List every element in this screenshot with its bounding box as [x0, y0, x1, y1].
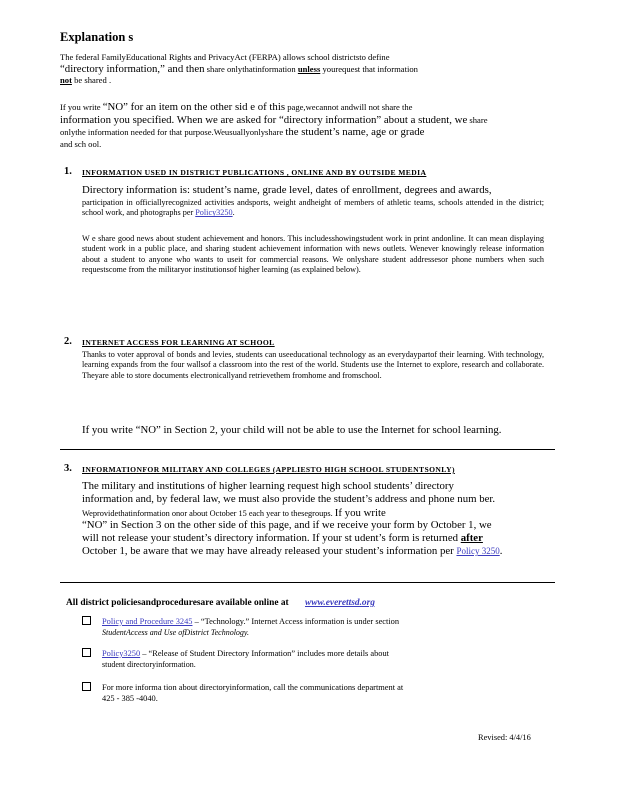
intro-directory: “directory information,” and then [60, 62, 205, 75]
section-3-line-3 [82, 507, 544, 520]
bullet-contact [82, 682, 542, 708]
bullet-contact-text [102, 682, 542, 704]
intro-shared: be shared . [74, 75, 112, 86]
bullet-technology [82, 616, 542, 642]
section-1-period: . [232, 208, 235, 218]
no-line-1 [60, 101, 552, 114]
section-3-if-write: If you write [334, 507, 386, 519]
no-paragraph [60, 101, 552, 149]
policy-3250-bullet-link[interactable]: Policy3250 [102, 649, 141, 658]
section-2-number: 2. [64, 336, 72, 347]
section-3-line-5 [82, 532, 544, 545]
revised-date: Revised: 4/4/16 [478, 733, 531, 742]
intro-request: yourequest that information [322, 63, 418, 74]
section-2-heading: INTERNET ACCESS FOR LEARNING AT SCHOOL [82, 338, 275, 347]
intro-unless: unless [297, 63, 321, 74]
section-1-body-1 [82, 198, 544, 219]
section-1-number: 1. [64, 166, 72, 177]
no-line-3 [60, 126, 552, 139]
checkbox-icon [82, 616, 91, 625]
section-3-heading: INFORMATIONFOR MILITARY AND COLLEGES (APPLIESTO HIGH SCHOOL STUDENTSONLY) [82, 465, 455, 474]
bullet-release-text [102, 648, 542, 670]
district-website-link[interactable]: www.everettsd.org [305, 598, 375, 608]
phone-number: 425 - 385 -4040. [102, 694, 158, 703]
section-3-not-release: will not release your student’s directory information. If your st udent’s form is returned [82, 532, 459, 544]
no-share: share [469, 114, 488, 125]
section-2-note: If you write “NO” in Section 2, your child will not be able to use the Internet for school learning. [82, 424, 502, 436]
section-1-participation: participation in officiallyrecognized activities andsports, weight andheight of members of athletic teams, schools attended in the district; school work, and photographs per [82, 198, 544, 218]
no-purpose: onlythe information needed for that purpose.Weusuallyonlyshare [60, 127, 284, 138]
section-3-number: 3. [64, 463, 72, 474]
bullet-technology-section: StudentAccess and Use ofDistrict Technology. [102, 628, 250, 637]
section-3-line-1: The military and institutions of higher learning request high school students’ directory [82, 480, 454, 492]
all-policies-line [66, 598, 375, 608]
section-3-provide: Weprovidethatinformation onor about October 15 each year to thesegroups. [82, 509, 333, 518]
no-if-write: If you write [60, 102, 101, 112]
no-line-4: and sch ool. [60, 138, 102, 149]
divider-2 [60, 582, 555, 583]
all-policies-text: All district policiesandproceduresare available online at [66, 598, 289, 608]
policy-3245-link[interactable]: Policy and Procedure 3245 [102, 617, 193, 626]
checkbox-icon [82, 648, 91, 657]
page-title: Explanation s [60, 30, 134, 44]
intro-line-3 [60, 75, 552, 86]
checkbox-icon [82, 682, 91, 691]
bullet-contact-desc: For more informa tion about directoryinformation, call the communications department at [102, 683, 404, 692]
section-3-line-6 [82, 545, 544, 558]
section-1-heading: INFORMATION USED IN DISTRICT PUBLICATIONS , ONLINE AND BY OUTSIDE MEDIA [82, 168, 427, 177]
no-other-side: “NO” for an item on the other sid e of this [102, 101, 286, 113]
bullet-technology-desc: – “Technology.” Internet Access information is under section [192, 617, 400, 626]
bullet-release-desc: – “Release of Student Directory Information” includes more details about [140, 649, 390, 658]
divider-1 [60, 449, 555, 450]
bullet-release-more: student directoryinformation. [102, 660, 196, 669]
bullet-release [82, 648, 542, 674]
intro-share: share onlythatinformation [206, 63, 296, 74]
no-name-age: the student’s name, age or grade [285, 126, 425, 139]
no-line-2 [60, 114, 552, 127]
section-3-aware: October 1, be aware that we may have already released your student’s information per [82, 545, 454, 557]
policy-3250-link[interactable]: Policy3250 [195, 208, 233, 218]
intro-line-2 [60, 63, 552, 76]
no-cannot: page,wecannot andwill not share the [287, 102, 413, 112]
bullet-technology-text [102, 616, 542, 638]
intro-not: not [60, 75, 72, 86]
section-3-line-4: “NO” in Section 3 on the other side of this page, and if we receive your form by October 1, we [82, 519, 492, 531]
no-specified: information you specified. When we are asked for “directory information” about a student, we [60, 113, 468, 126]
section-3-policy-link[interactable]: Policy 3250 [456, 546, 500, 556]
section-3 [64, 463, 542, 578]
section-3-after: after [460, 532, 483, 544]
section-2-body: Thanks to voter approval of bonds and levies, students can useeducational technology as an everydaypartof their learning. With technology, learning expands from the four wallsof a classroom into the rest of the world. Students use the Internet to explore, research and collaborate. Theyare able to store documents electronicallyand retrievethem fromhome and fromschool. [82, 350, 544, 380]
section-3-line-2: information and, by federal law, we must also provide the student’s address and phone num ber. [82, 493, 496, 505]
section-1 [64, 166, 542, 316]
intro-line-1: The federal FamilyEducational Rights and PrivacyAct (FERPA) allows school districtsto define [60, 52, 390, 62]
intro-paragraph [60, 52, 552, 86]
section-1-body-2: W e share good news about student achievement and honors. This includesshowingstudent work in print andonline. It can mean displaying student work in a public place, and sharing student achievement information with news outlets. Wenever knowingly release information about a student to anyone who wants to useit for commercial reasons. We onlyshare student addressesor phone numbers when such requestscome from the militaryor institutionsof higher learning (as explained below). [82, 234, 544, 275]
section-1-lead: Directory information is: student’s name, grade level, dates of enrollment, degrees and awards, [82, 184, 492, 196]
section-2 [64, 336, 542, 441]
section-3-period: . [499, 545, 503, 557]
